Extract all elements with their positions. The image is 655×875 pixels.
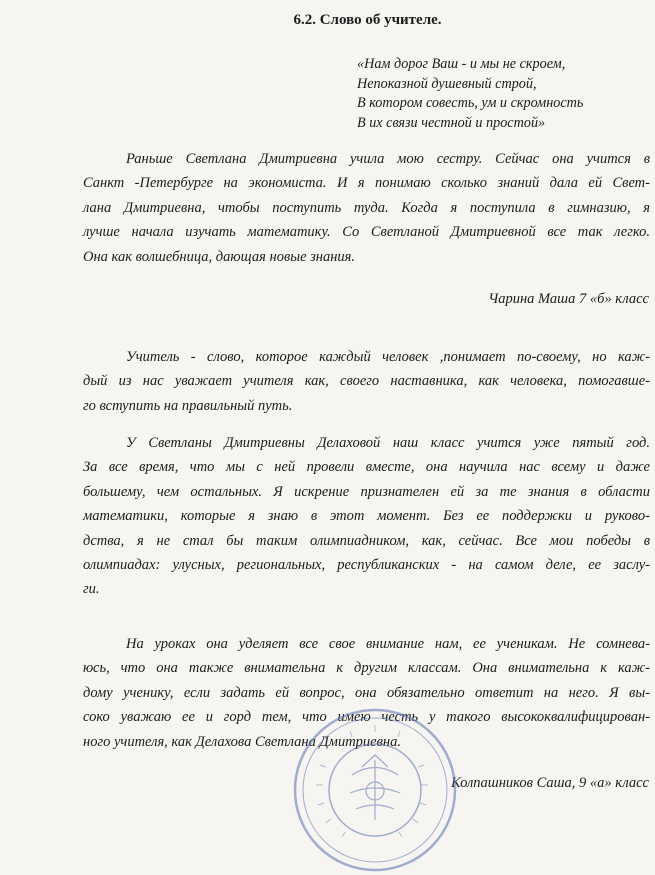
text-line: дому ученику, если задать ей вопрос, она обязательно ответит на него. Я вы-	[83, 684, 650, 701]
text-line: олимпиадах: улусных, региональных, республиканских - на самом деле, ее заслу-	[83, 557, 650, 574]
essay-2-paragraph-2	[83, 431, 650, 602]
round-seal-stamp	[290, 705, 460, 875]
text-line: ги.	[83, 581, 100, 598]
text-line: го вступить на правильный путь.	[83, 397, 293, 414]
text-line: соко уважаю ее и горд тем, что имею честь у такого высококвалифицирован-	[83, 709, 650, 726]
text-line: Раньше Светлана Дмитриевна учила мою сестру. Сейчас она учится в	[126, 151, 650, 167]
essay-1	[83, 147, 650, 269]
text-line: ного учителя, как Делахова Светлана Дмитриевна.	[83, 733, 401, 750]
text-line: большему, чем остальных. Я искрение признателен ей за те знания в области	[83, 483, 650, 500]
text-line: У Светланы Дмитриевны Делаховой наш класс учится уже пятый год.	[126, 435, 650, 451]
text-line: дый из нас уважает учителя как, своего наставника, как человека, помогавше-	[83, 373, 650, 390]
epigraph-line: «Нам дорог Ваш - и мы не скроем,	[357, 56, 566, 72]
signature-2: Колпашников Саша, 9 «а» класс	[451, 775, 649, 791]
text-line: Санкт -Петербурге на экономиста. И я понимаю сколько знаний дала ей Свет-	[83, 175, 650, 192]
epigraph-line: Непоказной душевный строй,	[357, 75, 537, 92]
epigraph	[357, 55, 583, 133]
epigraph-line: В их связи честной и простой»	[357, 114, 546, 131]
text-line: Она как волшебница, дающая новые знания.	[83, 248, 356, 265]
essay-2-paragraph-1	[83, 345, 650, 418]
text-line: лучше начала изучать математику. Со Светланой Дмитриевной все так легко.	[83, 224, 650, 241]
text-line: юсь, что она также внимательна к другим классам. Она внимательна к каж-	[83, 660, 650, 677]
text-line: математики, которые я знаю в этот момент. Без ее поддержки и руково-	[83, 508, 650, 525]
section-heading: 6.2. Слово об учителе.	[293, 12, 442, 28]
text-line: Учитель - слово, которое каждый человек ,понимает по-своему, но каж-	[126, 349, 650, 365]
text-line: лана Дмитриевна, чтобы поступить туда. Когда я поступила в гимназию, я	[83, 199, 650, 216]
text-line: За все время, что мы с ней провели вместе, она научила нас всему и даже	[83, 459, 650, 476]
text-line: дства, я не стал бы таким олимпиадником, как, сейчас. Все мои победы в	[83, 532, 650, 549]
signature-1: Чарина Маша 7 «б» класс	[488, 291, 649, 307]
epigraph-line: В котором совесть, ум и скромность	[357, 95, 584, 112]
text-line: На уроках она уделяет все свое внимание нам, ее ученикам. Не сомнева-	[126, 636, 650, 652]
